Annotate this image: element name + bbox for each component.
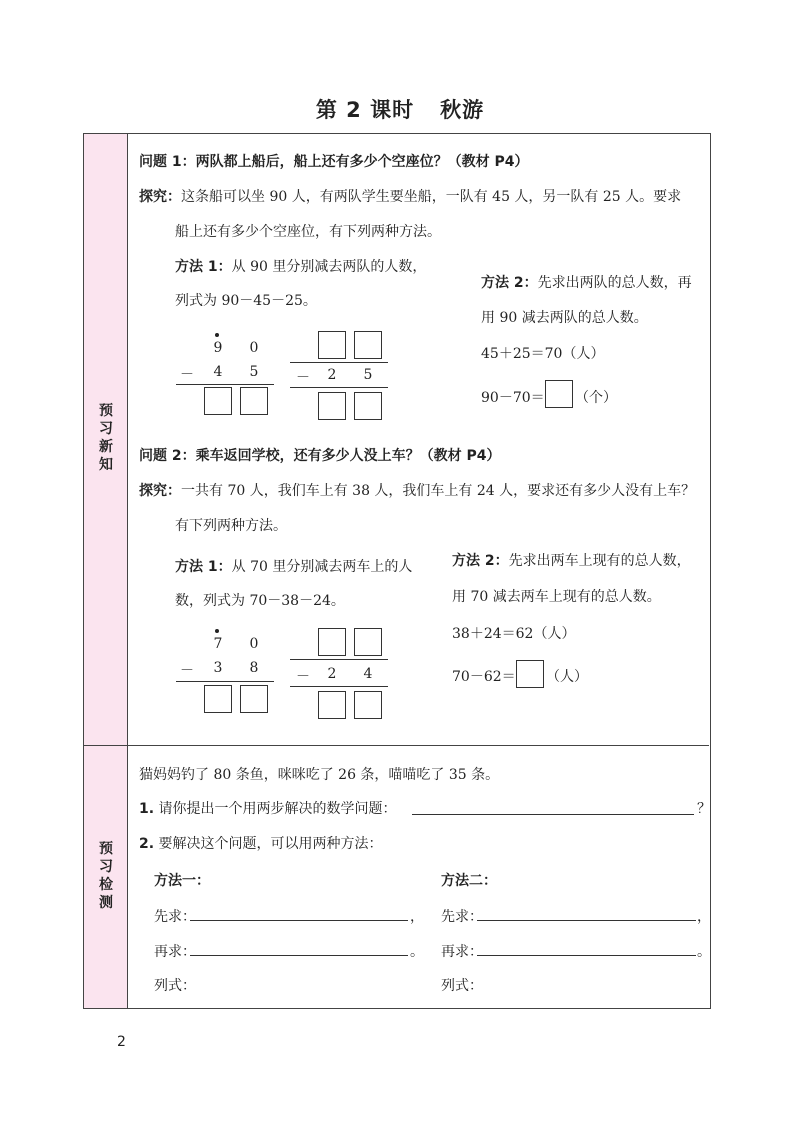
q2-vert-box2[interactable] <box>240 685 268 713</box>
method-b-first-label: 先求： <box>441 909 483 925</box>
q2-explore-line1: 探究：一共有 70 人，我们车上有 38 人，我们车上有 24 人，要求还有多少人没有上车？ <box>139 483 696 499</box>
q1-method2-text2: 用 90 减去两队的总人数。 <box>481 310 648 326</box>
q2-answer-unit: （人） <box>546 669 588 685</box>
method-b-formula-label: 列式： <box>441 978 483 994</box>
q1-method1-text: 方法 1：从 90 里分别减去两队的人数， <box>175 259 427 275</box>
q2-vert2-box1[interactable] <box>318 691 346 719</box>
method-a-first-label: 先求： <box>154 909 196 925</box>
q2-equation1: 38＋24＝62（人） <box>452 626 576 642</box>
method-a-then-line[interactable] <box>190 941 408 956</box>
q1-vert-top-d2: 0 <box>249 340 259 356</box>
q2-vert-sub-d2: 8 <box>249 660 259 676</box>
method-b-first-comma: ， <box>697 909 711 925</box>
q1-vert-box1[interactable] <box>204 387 232 415</box>
q1-vert-line <box>176 384 274 385</box>
method-b-then-line[interactable] <box>477 941 696 956</box>
q1-vert2-box2[interactable] <box>354 392 382 420</box>
method-a-title: 方法一： <box>154 873 210 889</box>
q1-vert-sub-d1: 4 <box>213 364 223 380</box>
q1-equation1: 45＋25＝70（人） <box>481 346 605 362</box>
q2-method1-text1: 方法 1：从 70 里分别减去两车上的人 <box>175 559 413 575</box>
check-item2: 2. 要解决这个问题，可以用两种方法： <box>139 836 383 852</box>
q1-method2-text1: 方法 2：先求出两队的总人数，再 <box>481 275 692 291</box>
method-a-first-comma: ， <box>410 909 424 925</box>
q1-vert2-sub-d2: 5 <box>363 367 373 383</box>
page-title <box>0 94 800 124</box>
check-item1: 1. 请你提出一个用两步解决的数学问题： <box>139 801 397 817</box>
q2-vert-top-d1: 7 <box>213 636 223 652</box>
q1-vert2-minus: － <box>296 370 310 386</box>
method-a-then-period: 。 <box>410 944 424 960</box>
q1-vert2-line-top <box>290 362 388 363</box>
q1-answer-unit: （个） <box>575 390 617 406</box>
method-b-then-label: 再求： <box>441 944 483 960</box>
q2-equation2: 70－62＝ <box>452 669 516 685</box>
q2-vert2-sub-d2: 4 <box>363 666 373 682</box>
q2-vert-top-d2: 0 <box>249 636 259 652</box>
q1-method1-formula: 列式为 90－45－25。 <box>175 293 317 309</box>
q2-vert-box1[interactable] <box>204 685 232 713</box>
check-section-sidebar <box>84 746 128 1008</box>
q2-method1-text2: 数，列式为 70－38－24。 <box>175 593 345 609</box>
q2-vert2-line <box>290 686 388 687</box>
q2-vert2-sub-d1: 2 <box>327 666 337 682</box>
method-b-title: 方法二： <box>441 873 497 889</box>
lesson-topic: 秋游 <box>440 98 485 122</box>
q2-title: 问题 2：乘车返回学校，还有多少人没上车？（教材 P4） <box>139 448 501 464</box>
check-intro: 猫妈妈钓了 80 条鱼，咪咪吃了 26 条，喵喵吃了 35 条。 <box>139 767 500 783</box>
q1-explore-line1: 探究：这条船可以坐 90 人，有两队学生要坐船，一队有 45 人，另一队有 25 人。要求 <box>139 189 682 205</box>
method-a-then-label: 再求： <box>154 944 196 960</box>
q2-vert2-box-top2[interactable] <box>354 628 382 656</box>
q2-vert-line <box>176 681 274 682</box>
method-b-first-line[interactable] <box>477 906 696 921</box>
lesson-number: 第 2 课时 <box>315 98 415 122</box>
method-b-then-period: 。 <box>697 944 711 960</box>
q2-answer-box[interactable] <box>516 660 544 688</box>
method-a-formula-label: 列式： <box>154 978 196 994</box>
page-number: 2 <box>117 1034 126 1050</box>
q2-explore-line2: 有下列两种方法。 <box>175 518 287 534</box>
q1-borrow-dot <box>215 333 219 337</box>
q1-vert-top-d1: 9 <box>213 340 223 356</box>
q2-vert2-box2[interactable] <box>354 691 382 719</box>
q2-vert2-minus: － <box>296 669 310 685</box>
q1-vert-sub-d2: 5 <box>249 364 259 380</box>
check-item1-end: ？ <box>697 801 711 817</box>
q1-explore-line2: 船上还有多少个空座位，有下列两种方法。 <box>175 224 441 240</box>
q1-equation2: 90－70＝ <box>481 390 545 406</box>
q1-vert2-box-top2[interactable] <box>354 331 382 359</box>
q2-vert2-box-top1[interactable] <box>318 628 346 656</box>
preview-section-sidebar <box>84 134 128 746</box>
q2-borrow-dot <box>215 629 219 633</box>
q1-vert2-sub-d1: 2 <box>327 367 337 383</box>
q2-vert-minus: － <box>180 663 194 679</box>
q2-vert2-line-top <box>290 659 388 660</box>
q2-vert-sub-d1: 3 <box>213 660 223 676</box>
q1-vert2-box1[interactable] <box>318 392 346 420</box>
q1-vert-box2[interactable] <box>240 387 268 415</box>
q1-vert2-line <box>290 387 388 388</box>
q1-title: 问题 1：两队都上船后，船上还有多少个空座位？（教材 P4） <box>139 154 529 170</box>
q1-vert-minus: － <box>180 367 194 383</box>
section-divider <box>84 745 709 746</box>
check-section-label: 预 习 检 测 <box>99 841 113 911</box>
check-item1-answer-line[interactable] <box>412 800 694 815</box>
q1-vert2-box-top1[interactable] <box>318 331 346 359</box>
q2-method2-text2: 用 70 减去两车上现有的总人数。 <box>452 589 661 605</box>
q1-answer-box[interactable] <box>545 380 573 408</box>
q2-method2-text1: 方法 2：先求出两车上现有的总人数， <box>452 553 691 569</box>
method-a-first-line[interactable] <box>190 906 408 921</box>
preview-section-label: 预 习 新 知 <box>99 403 113 473</box>
